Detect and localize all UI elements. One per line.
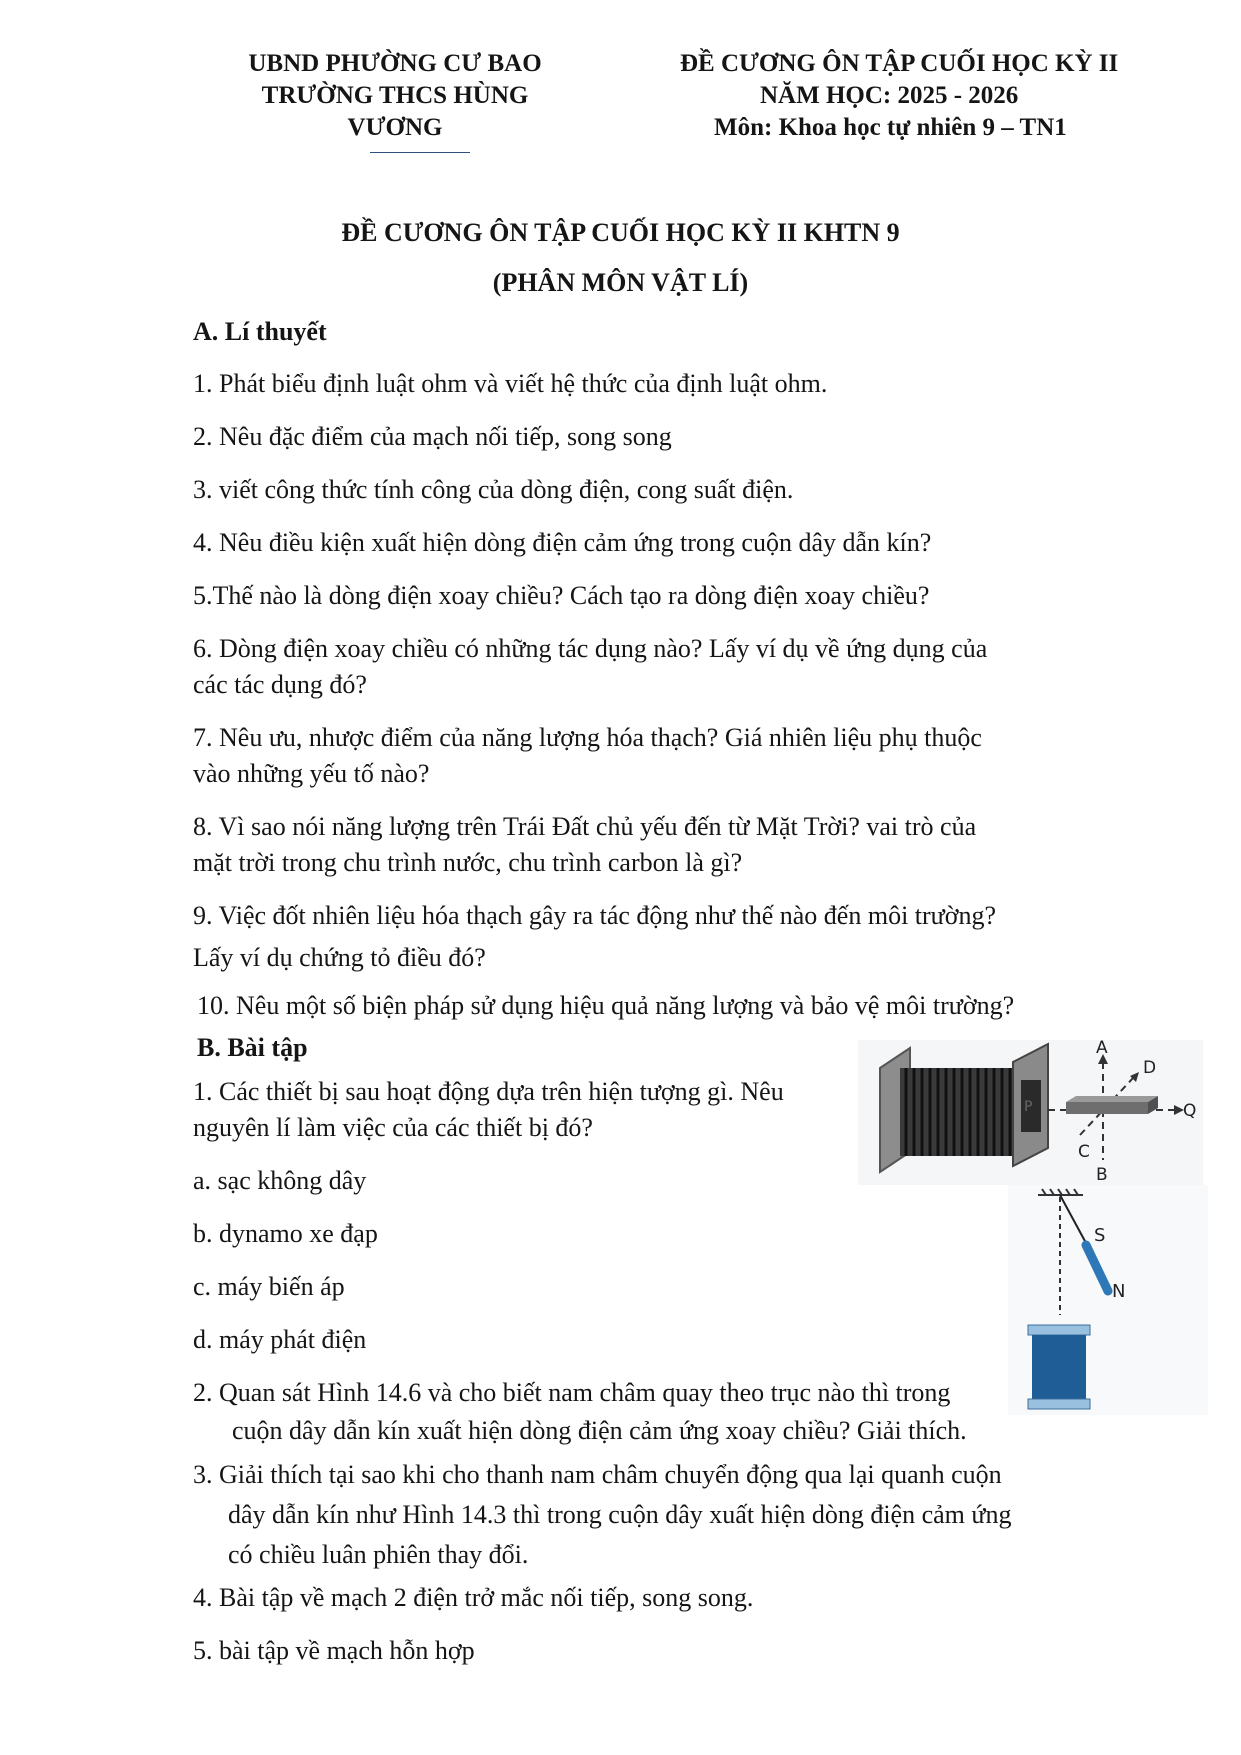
document-subtitle: (PHÂN MÔN VẬT LÍ) <box>492 268 749 297</box>
bar-magnet <box>1066 1102 1148 1114</box>
coil-bottom-cap <box>1028 1399 1090 1409</box>
coil-top-cap <box>1028 1325 1090 1335</box>
theory-item: 4. Nêu điều kiện xuất hiện dòng điện cảm ứng trong cuộn dây dẫn kín? <box>193 528 932 557</box>
header-right-line-3: Môn: Khoa học tự nhiên 9 – TN1 <box>714 114 1067 141</box>
label-d: D <box>1143 1058 1157 1078</box>
coil-body <box>1032 1335 1086 1399</box>
exercise-item: cuộn dây dẫn kín xuất hiện dòng điện cảm ứng xoay chiều? Giải thích. <box>232 1416 967 1445</box>
exercise-item: 2. Quan sát Hình 14.6 và cho biết nam châm quay theo trục nào thì trong <box>193 1378 951 1407</box>
theory-item: 9. Việc đốt nhiên liệu hóa thạch gây ra tác động như thế nào đến môi trường? <box>193 901 997 930</box>
label-a: A <box>1096 1040 1108 1058</box>
theory-item: 8. Vì sao nói năng lượng trên Trái Đất chủ yếu đến từ Mặt Trời? vai trò của <box>193 812 977 841</box>
label-q: Q <box>1183 1101 1197 1121</box>
exercise-item: 5. bài tập về mạch hỗn hợp <box>193 1636 475 1665</box>
theory-item: các tác dụng đó? <box>193 670 367 699</box>
theory-item: 10. Nêu một số biện pháp sử dụng hiệu quả năng lượng và bảo vệ môi trường? <box>197 991 1015 1020</box>
school-header <box>195 48 595 144</box>
label-p: P <box>1024 1099 1033 1115</box>
label-b: B <box>1096 1165 1108 1185</box>
header-left-line-3: VƯƠNG <box>347 114 443 141</box>
label-n: N <box>1112 1281 1126 1302</box>
exercise-item: 3. Giải thích tại sao khi cho thanh nam châm chuyển động qua lại quanh cuộn <box>193 1460 1002 1489</box>
document-header <box>680 48 1240 144</box>
coil-windings <box>900 1068 1033 1156</box>
document-title: ĐỀ CƯƠNG ÔN TẬP CUỐI HỌC KỲ II KHTN 9 <box>341 218 900 247</box>
theory-item: 6. Dòng điện xoay chiều có những tác dụng nào? Lấy ví dụ về ứng dụng của <box>193 634 988 663</box>
exercise-item: có chiều luân phiên thay đổi. <box>228 1540 529 1569</box>
exercise-item: d. máy phát điện <box>193 1325 367 1354</box>
exercise-item: a. sạc không dây <box>193 1166 367 1195</box>
exercise-item: b. dynamo xe đạp <box>193 1219 378 1248</box>
theory-item: 3. viết công thức tính công của dòng điện, cong suất điện. <box>193 475 794 504</box>
theory-item: Lấy ví dụ chứng tỏ điều đó? <box>193 943 486 972</box>
label-s: S <box>1094 1225 1106 1246</box>
theory-item: 7. Nêu ưu, nhược điểm của năng lượng hóa thạch? Giá nhiên liệu phụ thuộc <box>193 723 982 752</box>
header-left-line-2: TRƯỜNG THCS HÙNG <box>261 82 529 109</box>
label-c: C <box>1078 1142 1090 1162</box>
exercise-item: 4. Bài tập về mạch 2 điện trở mắc nối tiếp, song song. <box>193 1583 754 1612</box>
exercise-item: c. máy biến áp <box>193 1272 345 1301</box>
coil-magnet-figure <box>858 1040 1203 1185</box>
header-underline <box>370 152 470 153</box>
theory-item: vào những yếu tố nào? <box>193 759 430 788</box>
theory-item: 1. Phát biểu định luật ohm và viết hệ thức của định luật ohm. <box>193 369 828 398</box>
header-right-line-1: ĐỀ CƯƠNG ÔN TẬP CUỐI HỌC KỲ II <box>680 50 1119 77</box>
section-b-heading: B. Bài tập <box>197 1033 308 1062</box>
header-left-line-1: UBND PHƯỜNG CƯ BAO <box>248 50 542 77</box>
section-a-heading: A. Lí thuyết <box>193 317 327 346</box>
pendulum-magnet-figure <box>1008 1185 1208 1415</box>
theory-item: 2. Nêu đặc điểm của mạch nối tiếp, song song <box>193 422 672 451</box>
exercise-item: 1. Các thiết bị sau hoạt động dựa trên hiện tượng gì. Nêu <box>193 1077 784 1106</box>
header-right-line-2: NĂM HỌC: 2025 - 2026 <box>760 82 1019 109</box>
bar-magnet-top <box>1066 1096 1158 1102</box>
exercise-item: nguyên lí làm việc của các thiết bị đó? <box>193 1113 593 1142</box>
theory-item: 5.Thế nào là dòng điện xoay chiều? Cách tạo ra dòng điện xoay chiều? <box>193 581 930 610</box>
theory-item: mặt trời trong chu trình nước, chu trình carbon là gì? <box>193 848 743 877</box>
exercise-item: dây dẫn kín như Hình 14.3 thì trong cuộn dây xuất hiện dòng điện cảm ứng <box>228 1500 1012 1529</box>
